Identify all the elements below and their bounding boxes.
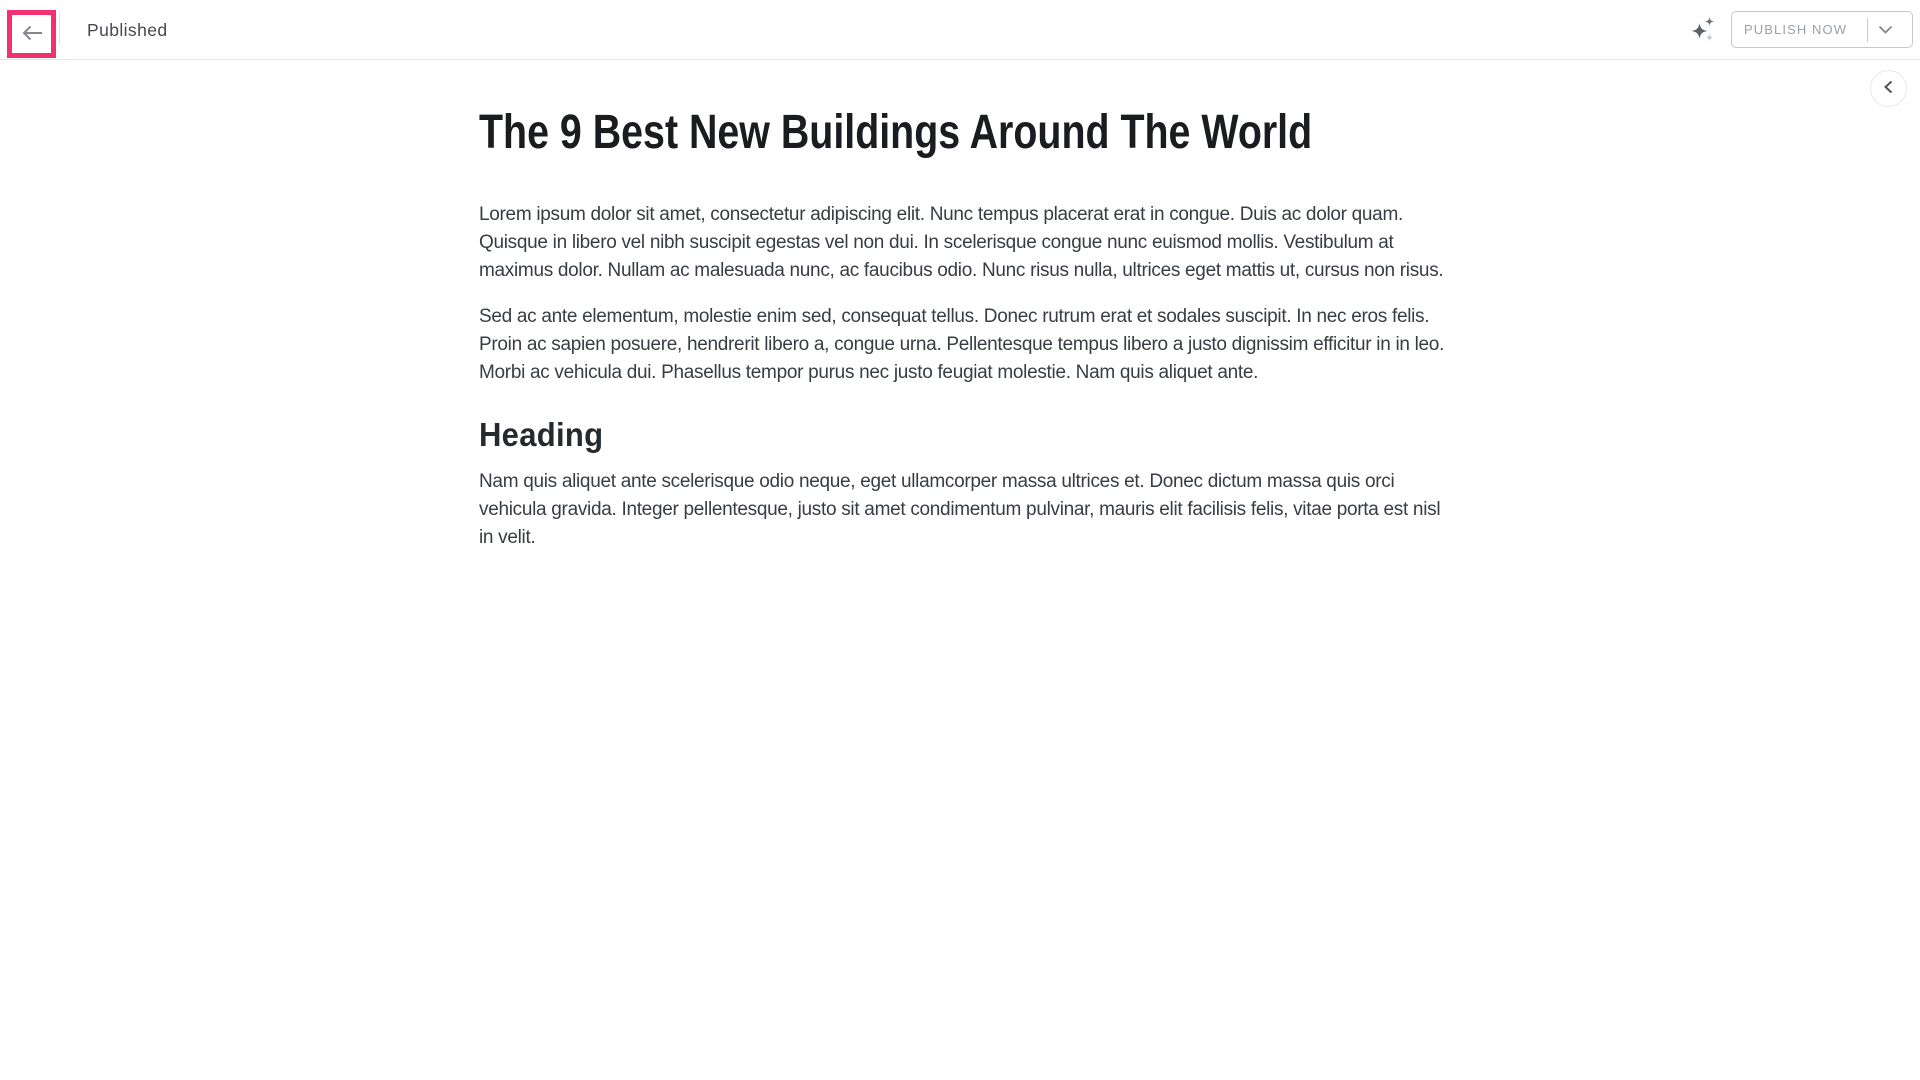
post-subheading-text: Heading bbox=[479, 416, 604, 453]
post-editor-canvas bbox=[479, 0, 1447, 552]
publish-now-button[interactable] bbox=[1731, 11, 1913, 48]
ai-sparkle-button[interactable] bbox=[1689, 16, 1717, 44]
topbar-divider bbox=[59, 13, 60, 45]
post-paragraph[interactable]: Nam quis aliquet ante scelerisque odio neque, eget ullamcorper massa ultrices et. Donec dictum massa quis orci vehicula gravida. Integer pellentesque, justo sit amet condimentum pulvinar, mauris elit facilisis felis, vitae porta est nisl in velit. bbox=[479, 471, 1441, 548]
post-title[interactable] bbox=[479, 104, 1447, 162]
status-badge: Published bbox=[87, 19, 168, 40]
collapse-panel-button[interactable] bbox=[1870, 70, 1907, 107]
post-title-text: The 9 Best New Buildings Around The World bbox=[479, 106, 1313, 159]
back-arrow-icon bbox=[21, 25, 43, 44]
chevron-left-icon bbox=[1884, 80, 1893, 97]
back-button-highlight bbox=[7, 10, 56, 58]
chevron-down-icon bbox=[1878, 21, 1893, 39]
post-subheading[interactable] bbox=[479, 415, 1447, 455]
publish-dropdown-toggle[interactable] bbox=[1868, 12, 1902, 47]
sparkle-icon bbox=[1691, 16, 1715, 45]
post-paragraph[interactable]: Sed ac ante elementum, molestie enim sed, consequat tellus. Donec rutrum erat et sodales suscipit. In nec eros felis. Proin ac sapien posuere, hendrerit libero a, congue urna. Pellentesque tempus libero a justo dignissim efficitur in in leo. Morbi ac vehicula dui. Phasellus tempor purus nec justo feugiat molestie. Nam quis aliquet ante. bbox=[479, 306, 1445, 383]
post-paragraph[interactable]: Lorem ipsum dolor sit amet, consectetur adipiscing elit. Nunc tempus placerat erat in congue. Duis ac dolor quam. Quisque in libero vel nibh suscipit egestas vel non dui. In scelerisque congue nunc euismod mollis. Vestibulum at maximus dolor. Nullam ac malesuada nunc, ac faucibus odio. Nunc risus nulla, ultrices eget mattis ut, cursus non risus. bbox=[479, 204, 1444, 281]
back-button[interactable] bbox=[12, 15, 51, 53]
publish-now-label: PUBLISH NOW bbox=[1744, 22, 1848, 37]
